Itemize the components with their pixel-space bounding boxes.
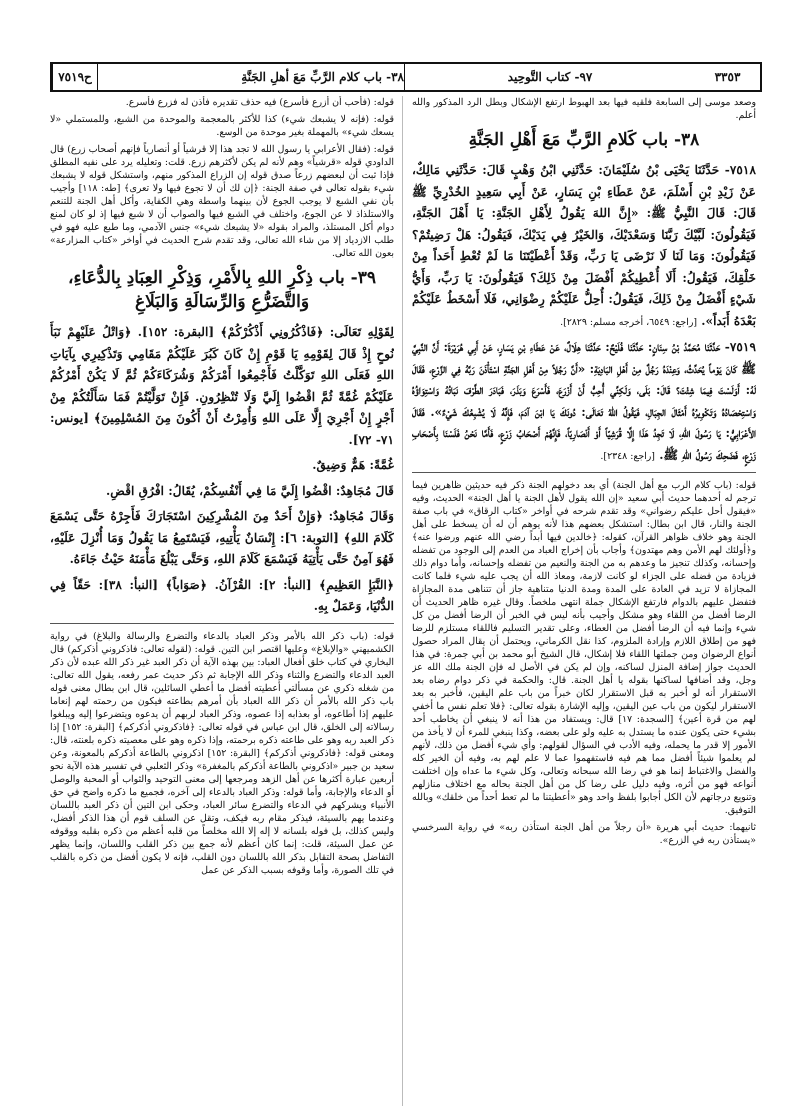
hadith-7519 (412, 337, 756, 467)
chapter-title-header: ٣٨- باب كلام الرَّبِّ مَعَ أهلِ الجَنَّةِ (97, 64, 404, 90)
hadith-7518-reference: [راجع: ٦٥٤٩، أخرجه مسلم: ٢٨٢٩]. (560, 316, 698, 328)
intro-text: وصعد موسى إلى السابعة فلقيه فيها بعد الهبوط ارتفع الإشكال وبطل الرد المذكور والله أعلم. (412, 97, 756, 121)
hadith-7519-text: ٧٥١٩- حَدَّثَنَا مُحَمَّدُ بْنُ سِنَانٍ: حَدَّثَنَا فُلَيْحٌ: حَدَّثَنَا هِلَالٌ، عَنْ عَطَاءِ بْنِ يَسَارٍ، عَنْ أَبِي هُرَيْرَةَ: أَنَّ النَّبِيَّ ﷺ كَانَ يَوْماً يُحَدِّثُ، وَعِنْدَهُ رَجُلٌ مِنْ أَهْلِ البَادِيَةِ: «أَنَّ رَجُلاً مِنْ أَهْلِ الجَنَّةِ اسْتَأْذَنَ رَبَّهُ فِي الزَّرْعِ، فَقَالَ لَهُ: أَوَلَسْتَ فِيمَا شِئْتَ؟ قَالَ: بَلَى، وَلَكِنِّي أُحِبُّ أَنْ أَزْرَعَ، فَأَسْرَعَ وَبَذَرَ، فَبَادَرَ الطَّرْفَ نَبَاتُهُ وَاسْتِوَاؤُهُ وَاسْتِحْصَادُهُ وَتَكْوِيرُهُ أَمْثَالَ الجِبَالِ، فَيَقُولُ اللهُ تَعَالَى: دُونَكَ يَا ابْنَ آدَمَ، فَإِنَّهُ لَا يُشْبِعُكَ شَيْءٌ». فَقَالَ الأَعْرَابِيُّ: يَا رَسُولَ اللهِ، لَا تَجِدُ هَذَا إِلَّا قُرَشِيّاً أَوْ أَنْصَارِيّاً، فَإِنَّهُمْ أَصْحَابُ زَرْعٍ، فَأَمَّا نَحْنُ فَلَسْنَا بِأَصْحَابِ زَرْعٍ، فَضَحِكَ رَسُولُ اللهِ ﷺ. (412, 340, 756, 462)
section-separator (50, 623, 394, 624)
hadith-7518-text: ٧٥١٨- حَدَّثَنَا يَحْيَى بْنُ سُلَيْمَانَ: حَدَّثَنِي ابْنُ وَهْبٍ قَالَ: حَدَّثَنِي مَالِكٌ، عَنْ زَيْدِ بْنِ أَسْلَمَ، عَنْ عَطَاءِ بْنِ يَسَارٍ، عَنْ أَبِي سَعِيدٍ الخُدْرِيِّ ﷺ قَالَ: قَالَ النَّبِيُّ ﷺ: «إِنَّ اللهَ يَقُولُ لِأَهْلِ الجَنَّةِ: يَا أَهْلَ الجَنَّةِ، فَيَقُولُونَ: لَبَّيْكَ رَبَّنَا وَسَعْدَيْكَ، وَالخَيْرُ فِي يَدَيْكَ، فَيَقُولُ: هَلْ رَضِيتُمْ؟ فَيَقُولُونَ: وَمَا لَنَا لَا نَرْضَى يَا رَبِّ، وَقَدْ أَعْطَيْتَنَا مَا لَمْ تُعْطِ أَحَداً مِنْ خَلْقِكَ، فَيَقُولُ: أَلَا أُعْطِيكُمْ أَفْضَلَ مِنْ ذَلِكَ؟ فَيَقُولُونَ: يَا رَبِّ، وَأَيُّ شَيْءٍ أَفْضَلُ مِنْ ذَلِكَ، فَيَقُولُ: أُحِلُّ عَلَيْكُمْ رِضْوَانِي، فَلَا أَسْخَطُ عَلَيْكُمْ بَعْدَهُ أَبَداً». (412, 163, 756, 328)
commentary-paragraph-2: ثانيهما: حديث أبي هريرة «أن رجلاً من أهل الجنة استأذن ربه» في رواية السرخسي «يستأذن ربه في الزرع». (412, 822, 756, 846)
chapter-heading-39: ٣٩- باب ذِكْرِ اللهِ بِالأَمْرِ، وَذِكْرِ العِبَادِ بِالدُّعَاءِ، وَالتَّضَرُّعِ وَالرِّسَالَةِ وَالبَلَاغِ (68, 268, 376, 312)
hadith-range: ح٧٥١٩ (52, 64, 97, 90)
commentary-paragraph: قوله: (باب كلام الرب مع أهل الجنة) أي بعد دخولهم الجنة ذكر فيه حديثين ظاهرين فيما ترجم له أحدهما حديث أبي سعيد «إن الله يقول لأهل الجنة يا أهل الجنة» الحديث، وفيه «فيقول أحل عليكم رضواني» وقد تقدم شرحه في أواخر «كتاب الرقاق» في باب صفة الجنة والنار، قال ابن بطال: استشكل بعضهم هذا لأنه يوهم أن له أن يسخط على أهل الجنة وهو خلاف ظواهر القرآن، كقوله: ﴿خالدين فيها أبداً رضي الله عنهم ورضوا عنه﴾ و﴿أولئك لهم الأمن وهم مهتدون﴾ وأجاب بأن إخراج العباد من العدم إلى الوجود من تفضله وإحسانه، وكذلك تنجيز ما وعدهم به من الجنة والنعيم من تفضله وإحسانه، وأما دوام ذلك فزيادة من فضله على الجزاء لو كانت لازمة، ومعاذ الله أن يجب عليه شيء فلما كانت المجازاة لا تزيد في العادة على المدة ومدة الدنيا متناهية جاز أن تتناهى مدة المجازاة فتفضل عليهم بالدوام فارتفع الإشكال جملة انتهى ملخصاً. وقال غيره ظاهر الحديث أن الرضا أفضل من اللقاء وهو مشكل وأجيب بأنه ليس في الخبر أن الرضا أفضل من كل شيء وإنما فيه أن الرضا أفضل من العطاء، وعلى تقدير التسليم فاللقاء مستلزم للرضا فهو من إطلاق اللازم وإرادة الملزوم، كذا نقل الكرماني، ويحتمل أن يقال المراد حصول أنواع الرضوان ومن جملتها اللقاء فلا إشكال، قال الشيخ أبو محمد بن أبي جمرة: في هذا الحديث جواز إضافة المنزل لساكنه، وإن لم يكن في الأصل له فإن الجنة ملك الله عز وجل، وقد أضافها لساكنها بقوله يا أهل الجنة. قال: والحكمة في ذكر دوام رضاه بعد الاستقرار أنه لو أخبر به قبل الاستقرار لكان خبراً من باب علم اليقين، فأخبر به بعد الاستقرار ليكون من باب عين اليقين، وإليه الإشارة بقوله تعالى: ﴿فلا تعلم نفس ما أخفي لهم من قرة أعين﴾ [السجدة: ١٧] قال: ويستفاد من هذا أنه لا ينبغي أن يخاطب أحد بشيء حتى يكون عنده ما يستدل به عليه ولو على بعضه، وكذا ينبغي للمرء أن لا يأخذ من الأمور إلا قدر ما يحمله، وفيه الأدب في السؤال لقولهم: وأي شيء أفضل من ذلك، لأنهم لم يعلموا شيئاً أفضل مما هم فيه فاستفهموا عما لا علم لهم به، وفيه أن الخير كله والفضل والاغتباط إنما هو في رضا الله سبحانه وتعالى، وكل شيء ما عداه وإن اختلفت أنواعه فهو من أثره، وفيه دليل على رضا كل من أهل الجنة بحاله مع اختلاف منازلهم وتنويع درجاتهم لأن الكل أجابوا بلفظ واحد وهو «أعطيتنا ما لم تعط أحداً من خلقك» وبالله التوفيق. (412, 480, 756, 816)
commentary-note: قوله: (فأحب أن أزرع فأسرع) فيه حذف تقديره فأذن له فزرع فأسرع. (125, 97, 394, 108)
left-column (50, 96, 394, 1108)
section-separator (412, 472, 756, 473)
gloss-line: وَقَالَ مُجَاهِدٌ: ﴿وَإِنْ أَحَدٌ مِنَ المُشْرِكِينَ اسْتَجَارَكَ فَأَجِرْهُ حَتَّى يَسْمَعَ كَلَامَ اللهِ﴾ [التوبة: ٦]: إِنْسَانٌ يَأْتِيهِ، فَيَسْتَمِعُ مَا يَقُولُ وَمَا أُنْزِلَ عَلَيْهِ، فَهُوَ آمِنٌ حَتَّى يَأْتِيَهُ فَيَسْمَعَ كَلَامَ اللهِ، وَحَتَّى يَبْلُغَ مَأْمَنَهُ حَيْثُ جَاءَهُ. (50, 509, 394, 566)
hadith-7518 (412, 160, 756, 333)
right-column (412, 96, 756, 1108)
gloss-line: ﴿النَّبَإِ العَظِيمِ﴾ [النبأ: ٢]: القُرْآنُ. ﴿صَوَاباً﴾ [النبأ: ٣٨]: حَقّاً فِي الدُّنْيَا، وَعَمَلٌ بِهِ. (50, 577, 394, 613)
gloss-line: غُمَّةً: هَمٌّ وَضِيقٌ. (312, 458, 394, 472)
running-header (50, 62, 762, 92)
chapter-heading-38: ٣٨- باب كَلامِ الرَّبِّ مَعَ أَهْلِ الجَنَّةِ (468, 130, 700, 150)
hadith-7519-reference: [راجع: ٢٣٤٨]. (600, 450, 655, 462)
book-title: ٩٧- كتاب التَّوحِيد (404, 64, 695, 90)
commentary-paragraph: قوله: (باب ذكر الله بالأمر وذكر العباد بالدعاء والتضرع والرسالة والبلاغ) في رواية الكشميهني «والإبلاغ» وعليها اقتصر ابن التين. قوله: (لقوله تعالى: فاذكروني أذكركم) قال البخاري في كتاب خلق أفعال العباد: بين بهذه الآية أن ذكر العبد غير ذكر الله عبده لأن ذكر العبد الدعاء والتضرع والثناء وذكر الله الإجابة ثم ذكر حديث عمر رفعه، يقول الله تعالى: من شغله ذكري عن مسألتي أعطيته أفضل ما أعطي السائلين، قال ابن بطال معنى قوله باب ذكر الله بالأمر أن ذكر الله العباد بأن أمرهم بطاعته فيكون من رحمته لهم إنعاما عليهم إذا أطاعوه، أو بعذابه إذا عصوه، وذكر العباد لربهم أن يدعوه ويتضرعوا إليه ويبلغوا رسالاته إلى الخلق، قال ابن عباس في قوله تعالى: ﴿فاذكروني أذكركم﴾ [البقرة: ١٥٢] إذا ذكر العبد ربه وهو على طاعته ذكره برحمته، وإذا ذكره وهو على معصيته ذكره بلعنته، قال: ومعنى قوله: ﴿فاذكروني أذكركم﴾ [البقرة: ١٥٢] اذكروني بالطاعة أذكركم بالمعونة، وعن سعيد بن جبير «اذكروني بالطاعة أذكركم بالمغفرة» وذكر الثعلبي في تفسير هذه الآية نحو أربعين عبارة أكثرها عن أهل الزهد ومرجعها إلى معنى التوحيد والثواب أو المحبة والوصل أو الدعاء والإجابة، وأما قوله: وذكر العباد بالدعاء إلى آخره، فجميع ما ذكره واضح في حق الأنبياء ويشركهم في الدعاء والتضرع سائر العباد، وحكى ابن التين أن ذكر العبد باللسان وعندما يهم بالسيئة، فيذكر مقام ربه فيكف، وتقل عن السلف قوم أن هذا الذكر أفضل، وليس كذلك، بل فوله بلسانه لا إله إلا الله مخلصاً من قلبه أعظم من ذكره بقلبه ووقوفه عن عمل السيئة، قلت: إنما كان أعظم لأنه جمع بين ذكر القلب واللسان، وإنما يظهر التفاضل بصحة التقابل بذكر الله باللسان دون القلب، فإنه لا يكون أفضل من ذكره بالقلب في تلك الصورة، وأما وقوفه بسبب الذكر عن عمل (50, 630, 394, 876)
column-divider (402, 96, 403, 1106)
commentary-note: قوله: (فقال الأعرابي يا رسول الله لا تجد هذا إلا قرشياً أو أنصارياً فإنهم أصحاب زرع) قال الداودي قوله «قرشياً» وهم لأنه لم يكن لأكثرهم زرع. قلت: وتعليله يرد على نفيه المطلق فإذا ثبت أن لبعضهم زرعاً صدق قوله إن الزراع المذكور منهم، واستشكل قوله لا يشبعك شيء بقوله تعالى في صفة الجنة: ﴿إن لك أن لا تجوع فيها ولا تعرى﴾ [طه: ١١٨] وأجيب بأن نفي الشبع لا يوجب الجوع لأن بينهما واسطة وهي الكفاية، وأكل أهل الجنة للتنعم والاستلذاذ لا عن الجوع، واختلف في الشبع فيها والصواب أن لا شبع فيها إذ لو كان لمنع دوام أكل المستلذ، والمراد بقوله «لا يشبعك شيء» جنس الآدمي، وما طبع عليه فهو في طلب الازدياد إلا من شاء الله تعالى، وقد تقدم شرح الحديث في أواخر «كتاب المزارعة» بعون الله تعالى. (50, 144, 394, 259)
commentary-note: قوله: (فإنه لا يشبعك شيء) كذا للأكثر بالمعجمة والموحدة من الشبع، وللمستملي «لا يسعك شيء» بالمهملة بغير موحدة من الوسع. (50, 114, 394, 138)
gloss-line: قَالَ مُجَاهِدٌ: اقْضُوا إِلَيَّ مَا فِي أَنْفُسِكُمْ، يُقَالُ: افْرُقِ اقْضِ. (106, 483, 394, 498)
quran-verses: لِقَوْلِهِ تَعَالَى: ﴿فَاذْكُرُونِي أَذْكُرْكُمْ﴾ [البقرة: ١٥٢]. ﴿وَاتْلُ عَلَيْهِمْ نَبَأَ نُوحٍ إِذْ قَالَ لِقَوْمِهِ يَا قَوْمِ إِنْ كَانَ كَبُرَ عَلَيْكُمْ مَقَامِي وَتَذْكِيرِي بِآيَاتِ اللهِ فَعَلَى اللهِ تَوَكَّلْتُ فَأَجْمِعُوا أَمْرَكُمْ وَشُرَكَاءَكُمْ ثُمَّ لَا يَكُنْ أَمْرُكُمْ عَلَيْكُمْ غُمَّةً ثُمَّ اقْضُوا إِلَيَّ وَلَا تُنْظِرُونِ. فَإِنْ تَوَلَّيْتُمْ فَمَا سَأَلْتُكُمْ مِنْ أَجْرٍ إِنْ أَجْرِيَ إِلَّا عَلَى اللهِ وَأُمِرْتُ أَنْ أَكُونَ مِنَ المُسْلِمِينَ﴾ [يونس: ٧١- ٧٢]. (50, 325, 394, 447)
page-number: ٣٣٥٣ (714, 70, 741, 84)
